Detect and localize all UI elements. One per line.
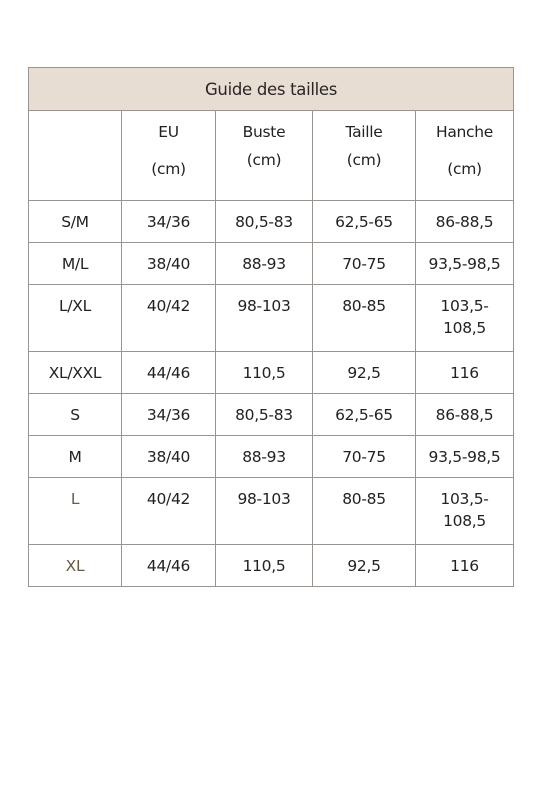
table-row	[29, 285, 514, 352]
table-row	[29, 478, 514, 545]
table-row	[29, 436, 514, 478]
taille-cell: 70-75	[313, 243, 416, 285]
header-hanche-unit: (cm)	[447, 160, 482, 178]
header-hanche-name: Hanche	[435, 123, 494, 141]
hanche-cell	[416, 478, 514, 545]
hanche-cell: 116	[416, 545, 514, 587]
size-cell: XL/XXL	[29, 352, 122, 394]
header-size	[29, 111, 122, 201]
table-title-row	[29, 68, 514, 111]
table-row	[29, 201, 514, 243]
hanche-cell: 93,5-98,5	[416, 436, 514, 478]
eu-cell: 40/42	[122, 285, 216, 352]
header-buste-name: Buste	[242, 123, 286, 141]
header-eu-unit: (cm)	[151, 160, 186, 178]
hanche-cell: 86-88,5	[416, 394, 514, 436]
buste-cell: 110,5	[216, 352, 313, 394]
size-cell: S	[29, 394, 122, 436]
buste-cell: 98-103	[216, 285, 313, 352]
table-row	[29, 243, 514, 285]
taille-cell: 62,5-65	[313, 394, 416, 436]
buste-cell: 88-93	[216, 436, 313, 478]
table-row	[29, 545, 514, 587]
header-eu-name: EU	[158, 123, 179, 141]
header-hanche	[416, 111, 514, 201]
eu-cell: 38/40	[122, 436, 216, 478]
taille-cell: 92,5	[313, 352, 416, 394]
table-row	[29, 394, 514, 436]
size-cell: L/XL	[29, 285, 122, 352]
size-cell: M/L	[29, 243, 122, 285]
header-taille	[313, 111, 416, 201]
size-cell: XL	[29, 545, 122, 587]
size-cell: L	[29, 478, 122, 545]
header-taille-name: Taille	[345, 123, 383, 141]
eu-cell: 44/46	[122, 545, 216, 587]
eu-cell: 44/46	[122, 352, 216, 394]
taille-cell: 80-85	[313, 478, 416, 545]
size-cell: M	[29, 436, 122, 478]
hanche-cell: 116	[416, 352, 514, 394]
header-buste-unit: (cm)	[246, 151, 282, 169]
hanche-cell-text: 103,5-108,5	[440, 297, 489, 337]
buste-cell: 80,5-83	[216, 394, 313, 436]
size-guide-table	[28, 67, 514, 587]
eu-cell: 34/36	[122, 201, 216, 243]
hanche-cell-text: 103,5-108,5	[440, 490, 489, 530]
eu-cell: 40/42	[122, 478, 216, 545]
taille-cell: 80-85	[313, 285, 416, 352]
buste-cell: 98-103	[216, 478, 313, 545]
hanche-cell	[416, 285, 514, 352]
header-buste	[216, 111, 313, 201]
buste-cell: 80,5-83	[216, 201, 313, 243]
taille-cell: 70-75	[313, 436, 416, 478]
column-header-row	[29, 111, 514, 201]
eu-cell: 34/36	[122, 394, 216, 436]
header-eu	[122, 111, 216, 201]
hanche-cell: 86-88,5	[416, 201, 514, 243]
taille-cell: 92,5	[313, 545, 416, 587]
header-taille-unit: (cm)	[346, 151, 382, 169]
taille-cell: 62,5-65	[313, 201, 416, 243]
eu-cell: 38/40	[122, 243, 216, 285]
hanche-cell: 93,5-98,5	[416, 243, 514, 285]
buste-cell: 88-93	[216, 243, 313, 285]
buste-cell: 110,5	[216, 545, 313, 587]
table-title: Guide des tailles	[29, 68, 514, 111]
size-cell: S/M	[29, 201, 122, 243]
table-row	[29, 352, 514, 394]
